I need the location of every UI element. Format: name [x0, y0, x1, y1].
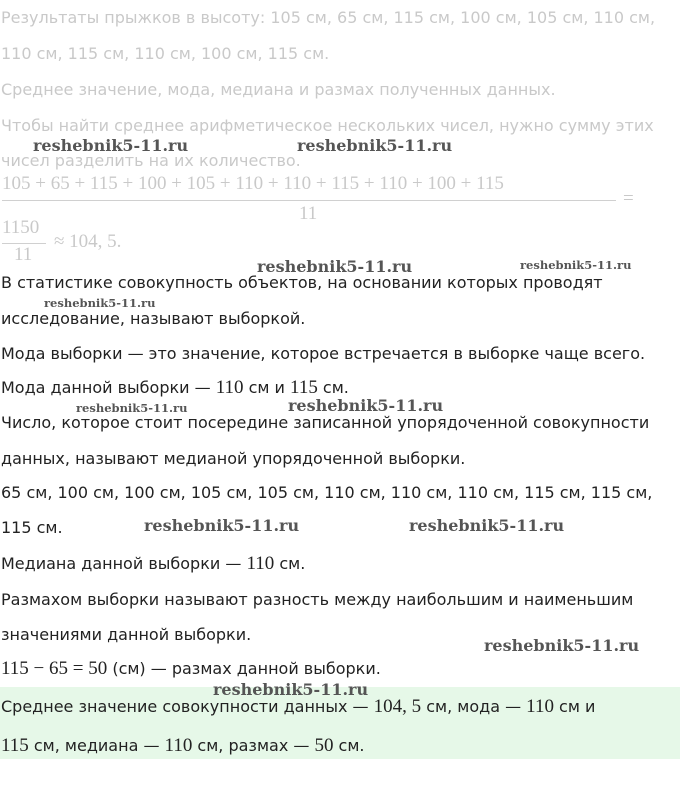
median-definition-line-2: данных, называют медианой упорядоченной выборки. — [1, 449, 466, 468]
mode-result-suffix: см. — [317, 378, 349, 397]
range-result — [1, 659, 381, 679]
answer-mean-prefix: Среднее значение совокупности данных — — [1, 697, 374, 716]
condition-task: Среднее значение, мода, медиана и размах полученных данных. — [1, 80, 556, 99]
watermark: reshebnik5-11.ru — [213, 680, 369, 699]
watermark: reshebnik5-11.ru — [33, 136, 189, 155]
mean-numerator-2: 1150 — [2, 217, 40, 238]
equals-sign: = — [623, 188, 634, 209]
ordered-sample-line-2: 115 см. — [1, 518, 63, 537]
mode-result-prefix: Мода данной выборки — — [1, 378, 216, 397]
mean-denominator-2: 11 — [14, 244, 33, 265]
watermark: reshebnik5-11.ru — [409, 516, 565, 535]
answer-range-value: 50 — [314, 735, 334, 756]
median-definition-line-1: Число, которое стоит посередине записанной упорядоченной совокупности — [1, 413, 650, 432]
mode-result-mid: см и — [243, 378, 291, 397]
answer-mode-prefix: см, мода — — [421, 697, 527, 716]
range-calculation: 115 − 65 = 50 — [1, 658, 108, 679]
answer-line-2 — [1, 736, 365, 756]
watermark: reshebnik5-11.ru — [76, 401, 188, 415]
watermark: reshebnik5-11.ru — [484, 636, 640, 655]
sample-definition-line-2: исследование, называют выборкой. — [1, 309, 306, 328]
answer-range-prefix: см, размах — — [192, 736, 315, 755]
mode-value-2: 115 — [290, 377, 318, 398]
watermark: reshebnik5-11.ru — [144, 516, 300, 535]
watermark: reshebnik5-11.ru — [297, 136, 453, 155]
median-result — [1, 554, 305, 574]
median-result-prefix: Медиана данной выборки — — [1, 554, 247, 573]
mode-definition: Мода выборки — это значение, которое встречается в выборке чаще всего. — [1, 344, 646, 363]
mode-value-1: 110 — [215, 377, 244, 398]
answer-mean-value: 104, 5 — [373, 696, 422, 717]
median-value: 110 — [246, 553, 275, 574]
range-definition-line-1: Размахом выборки называют разность между наибольшим и наименьшим — [1, 590, 634, 609]
watermark: reshebnik5-11.ru — [257, 257, 413, 276]
condition-line-1: Результаты прыжков в высоту: 105 см, 65 см, 115 см, 100 см, 105 см, 110 см, — [1, 8, 656, 27]
range-definition-line-2: значениями данной выборки. — [1, 625, 252, 644]
range-result-suffix: (см) — размах данной выборки. — [107, 659, 381, 678]
mean-numerator: 105 + 65 + 115 + 100 + 105 + 110 + 110 + 115 + 110 + 100 + 115 — [2, 173, 504, 194]
median-result-suffix: см. — [274, 554, 306, 573]
answer-mode-value-1: 110 — [526, 696, 554, 717]
mode-result — [1, 378, 349, 398]
fraction-bar — [2, 200, 616, 201]
ordered-sample-line-1: 65 см, 100 см, 100 см, 105 см, 105 см, 110 см, 110 см, 110 см, 115 см, 115 см, — [1, 483, 653, 502]
answer-line-2-suffix: см. — [333, 736, 365, 755]
answer-line-1-suffix: см и — [553, 697, 596, 716]
mean-denominator: 11 — [299, 203, 318, 224]
answer-median-prefix: см, медиана — — [28, 736, 165, 755]
answer-line-1 — [1, 697, 595, 717]
condition-line-2: 110 см, 115 см, 110 см, 100 см, 115 см. — [1, 44, 330, 63]
watermark: reshebnik5-11.ru — [520, 258, 632, 272]
answer-median-value: 110 — [164, 735, 193, 756]
sample-definition-line-1: В статистике совокупность объектов, на основании которых проводят — [1, 273, 603, 292]
watermark: reshebnik5-11.ru — [44, 296, 156, 310]
mean-intro-line-2: чисел разделить на их количество. — [1, 151, 301, 170]
answer-mode-value-2: 115 — [1, 735, 29, 756]
mean-intro-line-1: Чтобы найти среднее арифметическое нескольких чисел, нужно сумму этих — [1, 116, 654, 135]
mean-result: ≈ 104, 5. — [54, 231, 122, 252]
watermark: reshebnik5-11.ru — [288, 396, 444, 415]
